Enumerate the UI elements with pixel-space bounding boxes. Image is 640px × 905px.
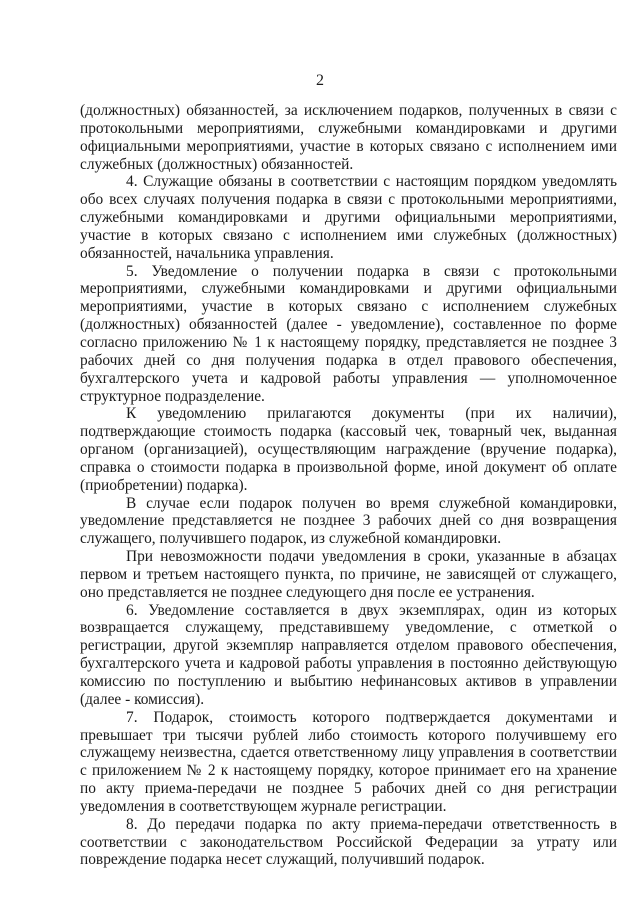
paragraph-item-4: 4. Служащие обязаны в соответствии с настоящим порядком уведомлять обо всех случаях получения подарка в связи с протокольными мероприятиями, служебными командировками и другими официальными мероприятиями, участие в которых связано с исполнением ими служебных (должностных) обязанностей, начальника управления.: [80, 173, 617, 262]
paragraph-item-8: 8. До передачи подарка по акту приема-передачи ответственность в соответствии с законодательством Российской Федерации за утрату или повреждение подарка несет служащий, получивший подарок.: [80, 815, 617, 869]
page-number: 2: [316, 72, 324, 89]
paragraph-item-7: 7. Подарок, стоимость которого подтверждается документами и превышает три тысячи рублей либо стоимость которого получившему его служащему неизвестна, сдается ответственному лицу управления в соответствии с приложением № 2 к настоящему порядку, которое принимает его на хранение по акту приема-передачи не позднее 5 рабочих дней со дня регистрации уведомления в соответствующем журнале регистрации.: [80, 708, 617, 815]
paragraph-continuation: (должностных) обязанностей, за исключением подарков, полученных в связи с протокольными мероприятиями, служебными командировками и другими официальными мероприятиями, участие в которых связано с исполнением ими служебных (должностных) обязанностей.: [80, 102, 617, 173]
document-body: [80, 102, 617, 869]
paragraph-attachments: К уведомлению прилагаются документы (при их наличии), подтверждающие стоимость подарка (кассовый чек, товарный чек, выданная органом (организацией), осуществляющим награждение (вручение подарка), справка о стоимости подарка в произвольной форме, иной документ об оплате (приобретении) подарка).: [80, 405, 617, 494]
paragraph-impossibility: При невозможности подачи уведомления в сроки, указанные в абзацах первом и третьем настоящего пункта, по причине, не зависящей от служащего, оно представляется не позднее следующего дня после ее устранения.: [80, 548, 617, 601]
paragraph-item-6: 6. Уведомление составляется в двух экземплярах, один из которых возвращается служащему, представившему уведомление, с отметкой о регистрации, другой экземпляр направляется отделом правового обеспечения, бухгалтерского учета и кадровой работы управления в постоянно действующую комиссию по поступлению и выбытию нефинансовых активов в управлении (далее - комиссия).: [80, 601, 617, 708]
paragraph-business-trip: В случае если подарок получен во время служебной командировки, уведомление представляется не позднее 3 рабочих дней со дня возвращения служащего, получившего подарок, из служебной командировки.: [80, 494, 617, 548]
paragraph-item-5: 5. Уведомление о получении подарка в связи с протокольными мероприятиями, служебными командировками и другими официальными мероприятиями, участие в которых связано с исполнением служебных (должностных) обязанностей (далее - уведомление), составленное по форме согласно приложению № 1 к настоящему порядку, представляется не позднее 3 рабочих дней со дня получения подарка в отдел правового обеспечения, бухгалтерского учета и кадровой работы управления — уполномоченное структурное подразделение.: [80, 262, 617, 405]
